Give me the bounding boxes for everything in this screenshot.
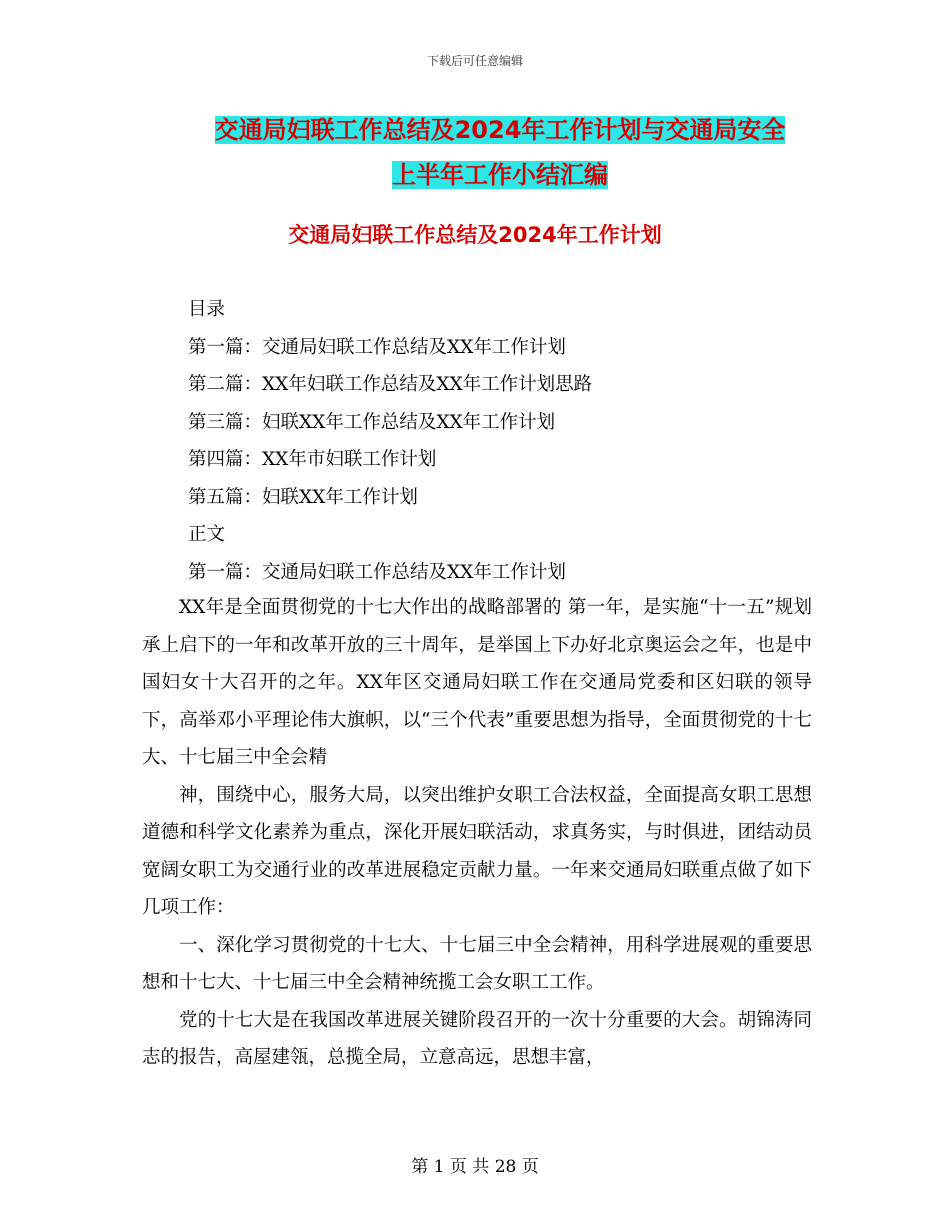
- title-line-1: 交通局妇联工作总结及2024年工作计划与交通局安全: [214, 116, 786, 144]
- body-heading: 正文: [188, 524, 226, 545]
- toc-item: 第一篇：交通局妇联工作总结及XX年工作计划: [188, 336, 566, 358]
- section-title: 交通局妇联工作总结及2024年工作计划: [288, 223, 662, 247]
- toc-item: 第四篇：XX年市妇联工作计划: [188, 449, 437, 470]
- header-note: 下载后可任意编辑: [426, 54, 523, 68]
- page-footer: 第 1 页 共 28 页: [411, 1157, 539, 1177]
- title-line-2: 上半年工作小结汇编: [392, 161, 608, 189]
- chapter-heading: 第一篇：交通局妇联工作总结及XX年工作计划: [188, 561, 566, 583]
- toc-item: 第五篇：妇联XX年工作计划: [188, 486, 418, 508]
- paragraph: 党的十七大是在我国改革进展关键阶段召开的一次十分重要的大会。胡锦涛同志的报告，高屋建瓴，总揽全局，立意高远，思想丰富，: [142, 1009, 812, 1068]
- paragraph: 一、深化学习贯彻党的十七大、十七届三中全会精神，用科学进展观的重要思想和十七大、十七届三中全会精神统揽工会女职工工作。: [142, 934, 812, 993]
- table-of-contents: [188, 291, 828, 591]
- toc-item: 第二篇：XX年妇联工作总结及XX年工作计划思路: [188, 374, 593, 395]
- body-text: [142, 589, 812, 1077]
- paragraph: 神，围绕中心，服务大局，以突出维护女职工合法权益，全面提高女职工思想道德和科学文化素养为重点，深化开展妇联活动，求真务实，与时俱进，团结动员宽阔女职工为交通行业的改革进展稳定贡献力量。一年来交通局妇联重点做了如下几项工作：: [142, 784, 812, 918]
- toc-item: 第三篇：妇联XX年工作总结及XX年工作计划: [188, 411, 556, 433]
- toc-heading: 目录: [188, 299, 226, 320]
- document-title: [140, 108, 860, 198]
- paragraph: XX年是全面贯彻党的十七大作出的战略部署的 第一年，是实施“十一五”规划承上启下的一年和改革开放的三十周年，是举国上下办好北京奥运会之年，也是中国妇女十大召开的之年。XX年区交通局妇联工作在交通局党委和区妇联的领导下，高举邓小平理论伟大旗帜，以“三个代表”重要思想为指导，全面贯彻党的十七大、十七届三中全会精: [142, 597, 812, 768]
